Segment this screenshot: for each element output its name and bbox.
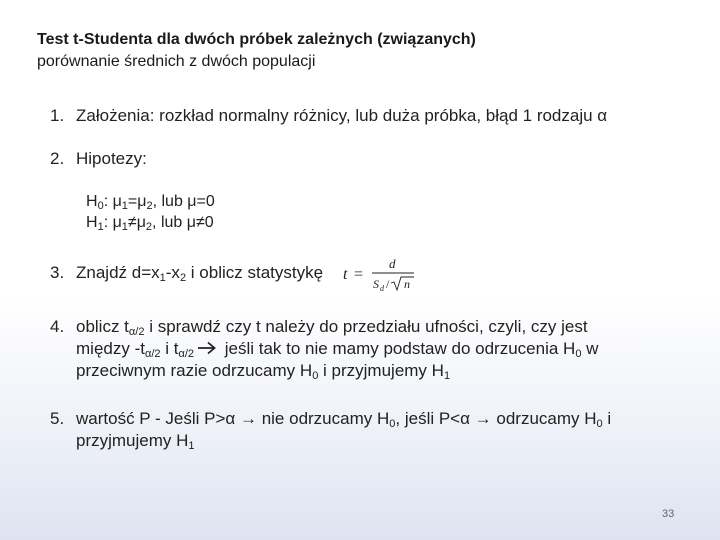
item-text: oblicz $t_{\alpha/2}$ i sprawdź czy t należy do przedziału ufności, czyli, czy jest między $-t_{\alpha/2}$ i $t_{\alpha/2}$ jeśli tak to nie mamy podstaw do odrzucenia $H_0$ w przeciwnym razie odrzucamy $H_0$ i przyjmujemy $H_1$: [76, 317, 599, 382]
formula-equals: =: [354, 266, 364, 283]
t-statistic-formula: [342, 255, 418, 295]
formula-denominator-slash: /: [386, 277, 390, 291]
arrow-right-icon: [197, 341, 217, 355]
formula-lhs: t: [343, 266, 348, 283]
slide-title: Test t-Studenta dla dwóch próbek zależnych (związanych): [37, 31, 476, 48]
slide-subtitle: porównanie średnich z dwóch populacji: [37, 53, 316, 70]
sqrt-symbol: [391, 277, 414, 290]
item-number: 2.: [50, 149, 65, 168]
item-text: wartość P - Jeśli P>α → nie odrzucamy $H_0$, jeśli P<α → odrzucamy $H_0$ i przyjmujemy $H_1$: [76, 409, 612, 452]
formula-denominator-s: S: [373, 277, 379, 291]
item-number: 3.: [50, 263, 65, 282]
formula-denominator-sub: d: [380, 284, 384, 293]
hypothesis-h0: $H_0$: $\mu_1=\mu_2$, lub μ=0: [86, 193, 215, 212]
page-number: 33: [662, 508, 675, 520]
item-number: 1.: [50, 106, 65, 125]
item-text: Znajdź $d=x_1-x_2$ i oblicz statystykę: [76, 263, 324, 284]
hypothesis-h1: $H_1$: $\mu_1\ne\mu_2$, lub μ≠0: [86, 214, 214, 233]
item-number: 4.: [50, 317, 65, 336]
item-text: Hipotezy:: [76, 149, 147, 168]
item-text: Założenia: rozkład normalny różnicy, lub duża próbka, błąd 1 rodzaju α: [76, 106, 608, 125]
item-number: 5.: [50, 409, 65, 428]
formula-denominator-n: n: [404, 277, 410, 291]
formula-numerator: d: [389, 256, 396, 271]
